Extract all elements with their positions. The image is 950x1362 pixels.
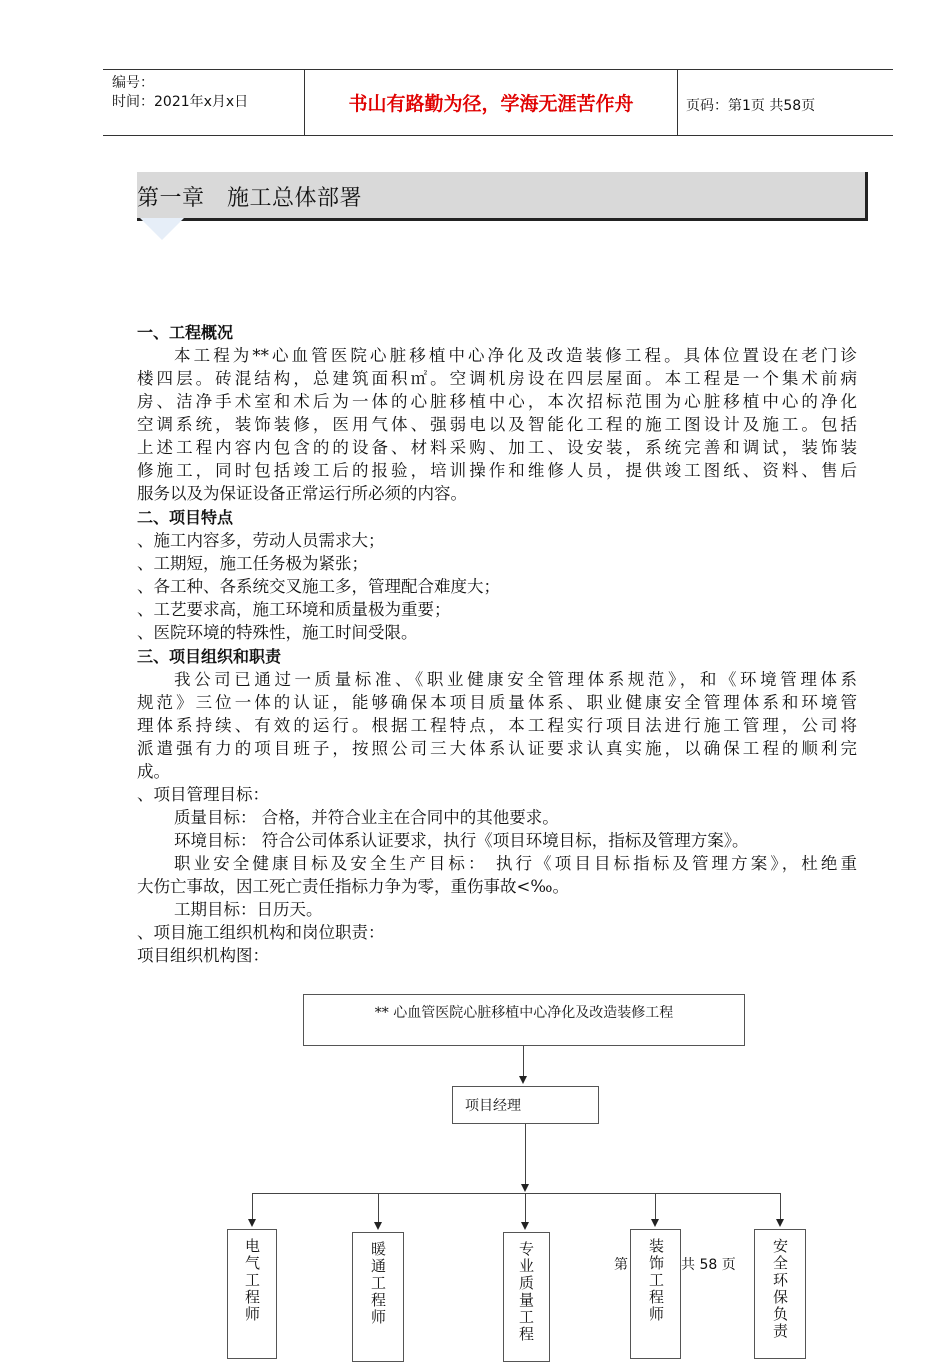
footer-page-left: 第 xyxy=(614,1257,628,1273)
org-role-box-decoration xyxy=(630,1229,681,1359)
org-heading: 、项目施工组织机构和岗位职责： xyxy=(137,923,385,942)
connector xyxy=(378,1193,379,1222)
list-item: 、各工种、各系统交叉施工多，管理配合难度大； xyxy=(137,577,500,596)
list-item: 、工期短，施工任务极为紧张； xyxy=(137,554,368,573)
header-bottom-rule xyxy=(103,135,893,136)
chapter-title-bar xyxy=(137,172,868,221)
connector xyxy=(523,1046,524,1076)
arrow-icon xyxy=(248,1219,256,1227)
list-item: 、医院环境的特殊性，施工时间受限。 xyxy=(137,623,418,642)
chapter-decoration xyxy=(140,218,184,240)
paragraph-line: 规范》三位一体的认证，能够确保本项目质量体系、职业健康安全管理体系和环境管 xyxy=(137,693,857,712)
paragraph-line: 成。 xyxy=(137,762,170,781)
connector xyxy=(252,1193,780,1194)
org-manager-label: 项目经理 xyxy=(465,1098,521,1114)
paragraph-line: 本工程为**心血管医院心脏移植中心净化及改造装修工程。具体位置设在老门诊 xyxy=(174,346,857,365)
goal-quality: 质量目标： 合格，并符合业主在合同中的其他要求。 xyxy=(174,808,559,827)
list-item: 、施工内容多，劳动人员需求大； xyxy=(137,531,385,550)
arrow-icon xyxy=(374,1222,382,1230)
list-item: 、工艺要求高，施工环境和质量极为重要； xyxy=(137,600,451,619)
section-3-title: 三、项目组织和职责 xyxy=(137,647,282,666)
goal-heading: 、项目管理目标： xyxy=(137,785,269,804)
header-page-info: 页码：第1页 共58页 xyxy=(686,98,816,114)
connector xyxy=(252,1193,253,1219)
goal-safety-line-1: 职业安全健康目标及安全生产目标： 执行《项目目标指标及管理方案》，杜绝重 xyxy=(174,854,857,873)
paragraph-line: 上述工程内容内包含的的设备、材料采购、加工、设安装，系统完善和调试，装饰装 xyxy=(137,438,857,457)
org-role-box-safety xyxy=(754,1229,806,1359)
org-role-label: 电气工程师 xyxy=(243,1238,261,1323)
org-role-label: 专业质量工程 xyxy=(517,1241,535,1343)
connector xyxy=(525,1124,526,1184)
arrow-icon xyxy=(651,1219,659,1227)
org-manager-box xyxy=(452,1086,599,1124)
paragraph-line: 修施工，同时包括竣工后的报验，培训操作和维修人员，提供竣工图纸、资料、售后 xyxy=(137,461,857,480)
footer-page-right: 共 58 页 xyxy=(681,1257,736,1273)
org-role-box-hvac xyxy=(352,1232,404,1362)
org-role-label: 暖通工程师 xyxy=(369,1241,387,1326)
paragraph-line: 理体系持续、有效的运行。根据工程特点，本工程实行项目法进行施工管理，公司将 xyxy=(137,716,857,735)
header-top-rule xyxy=(103,69,893,70)
paragraph-line: 房、洁净手术室和术后为一体的心脏移植中心，本次招标范围为心脏移植中心的净化 xyxy=(137,392,857,411)
chapter-title: 第一章 施工总体部署 xyxy=(137,186,362,211)
header-motto: 书山有路勤为径，学海无涯苦作舟 xyxy=(348,93,634,115)
section-1-title: 一、工程概况 xyxy=(137,323,234,342)
paragraph-line: 我公司已通过一质量标准、《职业健康安全管理体系规范》，和《环境管理体系 xyxy=(174,670,857,689)
paragraph-line: 服务以及为保证设备正常运行所必须的内容。 xyxy=(137,484,467,503)
header-number-label: 编号： xyxy=(112,75,154,91)
header-divider-right xyxy=(677,70,678,136)
paragraph-line: 空调系统，装饰装修，医用气体、强弱电以及智能化工程的施工图设计及施工。包括 xyxy=(137,415,857,434)
arrow-icon xyxy=(519,1076,527,1084)
org-top-box xyxy=(303,994,745,1046)
paragraph-line: 派遣强有力的项目班子，按照公司三大体系认证要求认真实施，以确保工程的顺利完 xyxy=(137,739,857,758)
org-chart-label: 项目组织机构图： xyxy=(137,946,269,965)
arrow-icon xyxy=(521,1184,529,1192)
header-time-label: 时间：2021年x月x日 xyxy=(112,94,249,110)
org-top-label: ** 心血管医院心脏移植中心净化及改造装修工程 xyxy=(374,1005,674,1021)
org-role-box-quality xyxy=(503,1232,550,1362)
org-role-label: 装饰工程师 xyxy=(647,1238,665,1323)
arrow-icon xyxy=(521,1222,529,1230)
org-role-box-electrical xyxy=(227,1229,277,1359)
connector xyxy=(780,1193,781,1219)
connector xyxy=(655,1193,656,1219)
connector xyxy=(525,1193,526,1222)
goal-safety-line-2: 大伤亡事故，因工死亡责任指标力争为零，重伤事故<‰。 xyxy=(137,877,569,896)
org-role-label: 安全环保负责 xyxy=(771,1238,789,1340)
arrow-icon xyxy=(776,1219,784,1227)
goal-environment: 环境目标： 符合公司体系认证要求，执行《项目环境目标，指标及管理方案》。 xyxy=(174,831,749,850)
goal-period: 工期目标：日历天。 xyxy=(174,900,323,919)
paragraph-line: 楼四层。砖混结构，总建筑面积㎡。空调机房设在四层屋面。本工程是一个集术前病 xyxy=(137,369,857,388)
section-2-title: 二、项目特点 xyxy=(137,508,234,527)
